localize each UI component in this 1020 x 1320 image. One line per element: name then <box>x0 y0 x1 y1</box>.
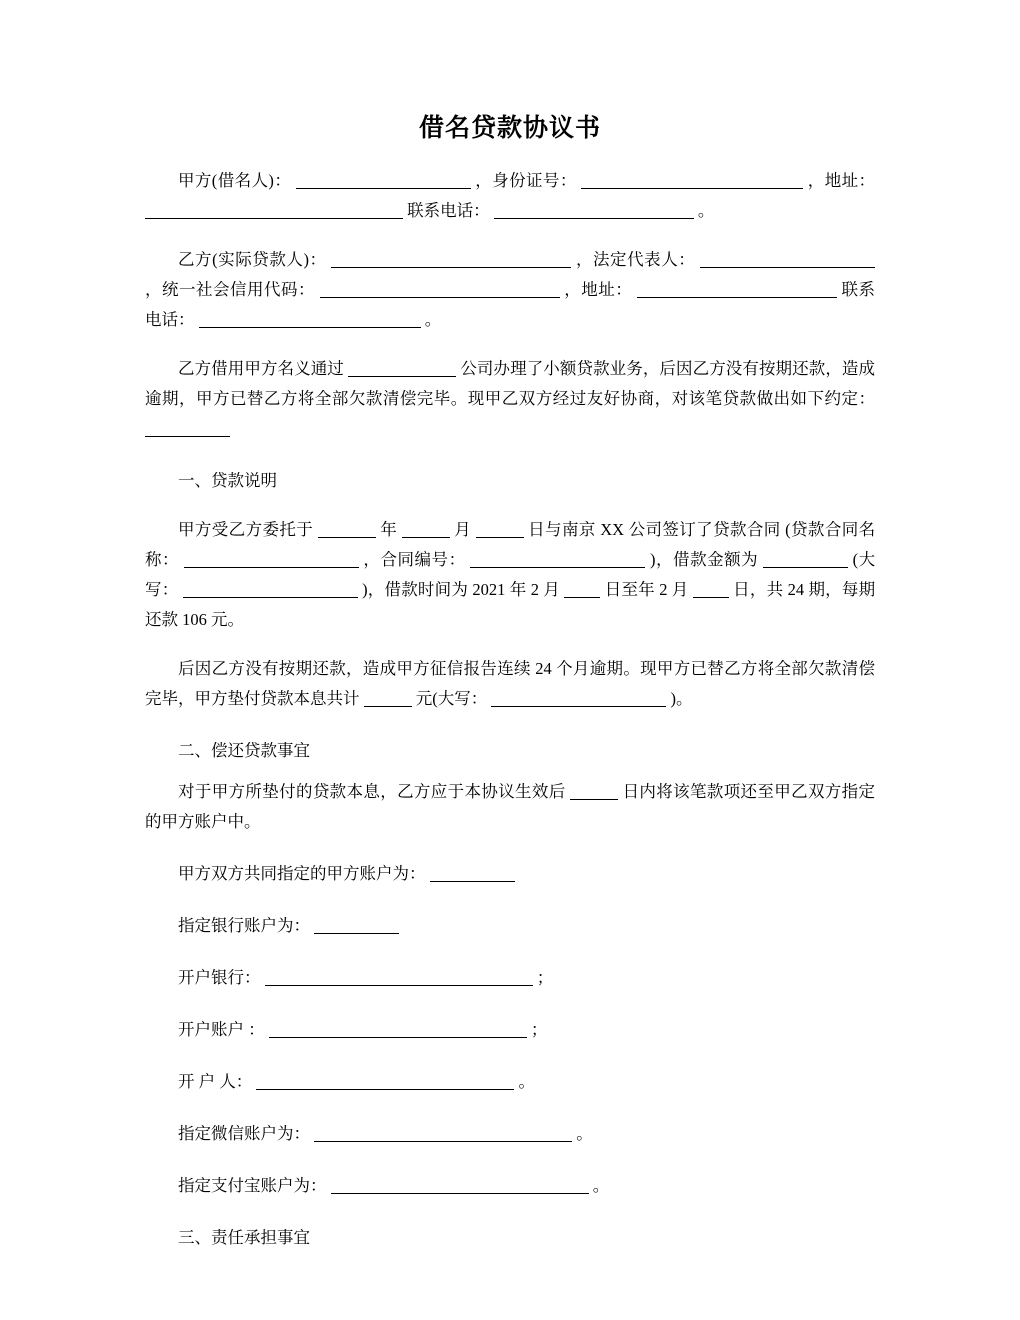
section-heading-3: 三、责任承担事宜 <box>178 1228 310 1247</box>
loan-month-blank[interactable] <box>402 522 450 538</box>
designated-account-label: 甲方双方共同指定的甲方账户为： <box>178 864 426 883</box>
agreement-terms-blank[interactable] <box>145 421 230 437</box>
spacer <box>145 941 875 963</box>
overdue-text-2: 元(大写： <box>415 689 488 708</box>
loan-desc-text-3: 月 <box>454 520 472 539</box>
spacer <box>145 1097 875 1119</box>
bank-account-designation-label: 指定银行账户为： <box>178 916 310 935</box>
repayment-text-1: 对于甲方所垫付的贷款本息，乙方应于本协议生效后 <box>178 782 566 801</box>
spacer <box>145 144 875 166</box>
page-title: 借名贷款协议书 <box>418 115 601 142</box>
party-b-block <box>145 245 875 335</box>
repayment-paragraph <box>145 777 875 837</box>
loan-desc-text-7: (大写： <box>145 550 876 599</box>
spacer <box>145 226 875 245</box>
alipay-account-label: 指定支付宝账户为： <box>178 1176 327 1195</box>
party-b-legal-rep-blank[interactable] <box>700 252 875 268</box>
loan-description-paragraph <box>145 515 875 635</box>
bank-account-number-suffix: ； <box>530 1020 548 1039</box>
spacer <box>145 993 875 1015</box>
bank-name-blank[interactable] <box>265 970 533 986</box>
wechat-account-line <box>145 1119 875 1149</box>
party-b-credit-code-label: ，统一社会信用代码： <box>145 280 315 299</box>
overdue-text-1: 后因乙方没有按期还款，造成甲方征信报告连续 24 个月逾期。现甲方已替乙方将全部欠款清偿完毕，甲方垫付贷款本息共计 <box>145 659 875 708</box>
party-a-label: 甲方(借名人)： <box>178 171 292 190</box>
overdue-text-3: )。 <box>670 689 693 708</box>
party-a-phone-label: 联系电话： <box>407 201 490 220</box>
loan-desc-text-4: 日与南京 XX 公司签订了贷款合同 (贷款合同名称： <box>145 520 876 569</box>
loan-start-day-blank[interactable] <box>564 582 600 598</box>
alipay-account-blank[interactable] <box>331 1178 589 1194</box>
account-holder-line <box>145 1067 875 1097</box>
repayment-days-blank[interactable] <box>570 784 618 800</box>
party-b-legal-rep-label: ，法定代表人： <box>575 250 696 269</box>
loan-end-day-blank[interactable] <box>693 582 729 598</box>
document-body <box>145 0 875 1253</box>
party-b-label: 乙方(实际贷款人)： <box>178 250 327 269</box>
loan-day-blank[interactable] <box>476 522 524 538</box>
alipay-account-suffix: 。 <box>592 1176 610 1195</box>
preamble-text-2: 公司办理了小额贷款业务，后因乙方没有按期还款，造成逾期，甲方已替乙方将全部欠款清偿完毕。现甲乙双方经过友好协商，对该笔贷款做出如下约定： <box>145 359 876 408</box>
party-b-end-mark: 。 <box>424 310 442 329</box>
spacer <box>145 714 875 736</box>
lender-company-blank[interactable] <box>348 361 456 377</box>
party-a-phone-blank[interactable] <box>494 203 694 219</box>
party-a-id-label: ，身份证号： <box>475 171 577 190</box>
bank-account-number-blank[interactable] <box>269 1022 527 1038</box>
spacer <box>145 444 875 466</box>
spacer <box>145 837 875 859</box>
loan-desc-text-9: 日至年 2 月 <box>604 580 689 599</box>
spacer <box>145 1201 875 1223</box>
party-a-id-blank[interactable] <box>581 173 803 189</box>
party-b-name-blank[interactable] <box>331 252 571 268</box>
spacer <box>145 766 875 777</box>
designated-account-blank[interactable] <box>430 866 515 882</box>
loan-desc-text-10: 日，共 24 期，每期还款 106 元。 <box>145 580 876 629</box>
party-a-block <box>145 166 875 226</box>
advanced-amount-blank[interactable] <box>364 691 412 707</box>
loan-desc-text-8: )，借款时间为 2021 年 2 月 <box>362 580 561 599</box>
party-b-phone-label: 联系电话： <box>145 280 875 329</box>
bank-account-number-label: 开户账户 ： <box>178 1020 265 1039</box>
account-holder-blank[interactable] <box>256 1074 514 1090</box>
wechat-account-suffix: 。 <box>576 1124 593 1143</box>
contract-number-blank[interactable] <box>470 552 645 568</box>
party-a-address-blank[interactable] <box>145 203 403 219</box>
wechat-account-blank[interactable] <box>314 1126 572 1142</box>
overdue-paragraph <box>145 654 875 714</box>
bank-name-line <box>145 963 875 993</box>
party-a-address-label: ，地址： <box>807 171 876 190</box>
contract-name-blank[interactable] <box>184 552 359 568</box>
bank-account-designation-blank[interactable] <box>314 918 399 934</box>
section-heading-1: 一、贷款说明 <box>178 471 277 490</box>
spacer <box>145 1149 875 1171</box>
loan-desc-text-6: )，借款金额为 <box>649 550 759 569</box>
spacer <box>145 635 875 654</box>
party-b-address-blank[interactable] <box>637 282 837 298</box>
bank-account-number-line <box>145 1015 875 1045</box>
party-a-name-blank[interactable] <box>296 173 471 189</box>
spacer <box>145 496 875 515</box>
repayment-text-2: 日内将该笔款项还至甲乙双方指定的甲方账户中。 <box>145 782 876 831</box>
alipay-account-line <box>145 1171 875 1201</box>
wechat-account-label: 指定微信账户为： <box>178 1124 310 1143</box>
preamble-paragraph <box>145 354 875 444</box>
bank-account-designation-line <box>145 911 875 941</box>
account-holder-suffix: 。 <box>518 1072 535 1091</box>
designated-account-line <box>145 859 875 889</box>
spacer <box>145 335 875 354</box>
party-b-phone-blank[interactable] <box>199 312 421 328</box>
bank-name-suffix: ； <box>536 968 554 987</box>
spacer <box>145 1045 875 1067</box>
advanced-amount-words-blank[interactable] <box>491 691 666 707</box>
loan-desc-text-1: 甲方受乙方委托于 <box>178 520 314 539</box>
bank-name-label: 开户银行： <box>178 968 261 987</box>
loan-desc-text-2: 年 <box>380 520 398 539</box>
loan-desc-text-5: ，合同编号： <box>363 550 466 569</box>
section-heading-2: 二、偿还贷款事宜 <box>178 741 310 760</box>
party-a-end-mark: 。 <box>697 201 715 220</box>
loan-amount-words-blank[interactable] <box>183 582 358 598</box>
party-b-credit-code-blank[interactable] <box>320 282 560 298</box>
loan-amount-blank[interactable] <box>763 552 848 568</box>
preamble-text-1: 乙方借用甲方名义通过 <box>178 359 344 378</box>
loan-year-blank[interactable] <box>318 522 376 538</box>
account-holder-label: 开 户 人： <box>178 1072 253 1091</box>
spacer <box>145 889 875 911</box>
party-b-address-label: ，地址： <box>564 280 633 299</box>
